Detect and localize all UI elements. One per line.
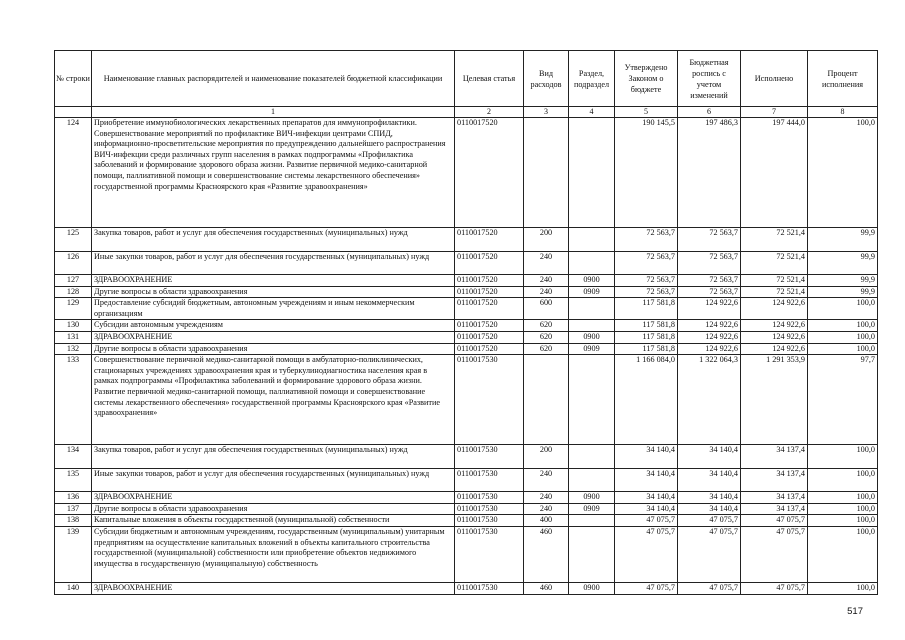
target-article: 0110017530 <box>455 445 524 469</box>
schedule-amount: 124 922,6 <box>678 320 741 332</box>
executed-amount: 34 137,4 <box>741 445 808 469</box>
expense-type: 620 <box>524 343 569 355</box>
header-percent: Процент исполнения <box>808 51 878 107</box>
section-code: 0909 <box>569 286 615 298</box>
schedule-amount: 47 075,7 <box>678 526 741 582</box>
target-article: 0110017520 <box>455 228 524 252</box>
approved-amount: 47 075,7 <box>615 515 678 527</box>
row-name: Иные закупки товаров, работ и услуг для обеспечения государственных (муниципальных) нужд <box>92 252 455 275</box>
executed-amount: 72 521,4 <box>741 252 808 275</box>
executed-amount: 72 521,4 <box>741 275 808 287</box>
schedule-amount: 124 922,6 <box>678 331 741 343</box>
executed-amount: 124 922,6 <box>741 343 808 355</box>
section-code: 0900 <box>569 492 615 504</box>
schedule-amount: 124 922,6 <box>678 298 741 320</box>
section-code <box>569 228 615 252</box>
target-article: 0110017530 <box>455 515 524 527</box>
section-code <box>569 252 615 275</box>
column-number: 3 <box>524 107 569 118</box>
row-name: Другие вопросы в области здравоохранения <box>92 286 455 298</box>
execution-percent: 100,0 <box>808 298 878 320</box>
row-name: Иные закупки товаров, работ и услуг для обеспечения государственных (муниципальных) нужд <box>92 469 455 492</box>
row-number: 132 <box>55 343 92 355</box>
table-row <box>55 252 878 275</box>
expense-type: 200 <box>524 228 569 252</box>
row-name: Приобретение иммунобиологических лекарственных препаратов для иммунопрофилактики. Совершенствование мероприятий по профилактике ВИЧ-инфекции центрами СПИД, информационно-просветительские мероприятия по предупреждению дальнейшего распространения ВИЧ-инфекции среди различных групп населения в рамках подпрограммы «Профилактика заболеваний и формирование здорового образа жизни. Развитие первичной медико-санитарной помощи, паллиативной помощи и совершенствование системы лекарственного обеспечения» государственной программы Красноярского края «Развитие здравоохранения» <box>92 118 455 228</box>
target-article: 0110017520 <box>455 298 524 320</box>
expense-type: 460 <box>524 526 569 582</box>
target-article: 0110017520 <box>455 252 524 275</box>
execution-percent: 100,0 <box>808 582 878 594</box>
expense-type: 240 <box>524 503 569 515</box>
table-row <box>55 343 878 355</box>
target-article: 0110017520 <box>455 320 524 332</box>
table-body <box>55 118 878 595</box>
header-name: Наименование главных распорядителей и наименование показателей бюджетной классификации <box>92 51 455 107</box>
executed-amount: 124 922,6 <box>741 331 808 343</box>
section-code <box>569 298 615 320</box>
row-name: Закупка товаров, работ и услуг для обеспечения государственных (муниципальных) нужд <box>92 228 455 252</box>
section-code <box>569 469 615 492</box>
section-code: 0909 <box>569 343 615 355</box>
row-number: 130 <box>55 320 92 332</box>
row-number: 140 <box>55 582 92 594</box>
execution-percent: 100,0 <box>808 469 878 492</box>
executed-amount: 124 922,6 <box>741 298 808 320</box>
approved-amount: 117 581,8 <box>615 331 678 343</box>
expense-type: 240 <box>524 469 569 492</box>
row-number: 133 <box>55 355 92 445</box>
execution-percent: 100,0 <box>808 515 878 527</box>
header-approved: Утверждено Законом о бюджете <box>615 51 678 107</box>
table-row <box>55 469 878 492</box>
executed-amount: 34 137,4 <box>741 469 808 492</box>
target-article: 0110017530 <box>455 503 524 515</box>
approved-amount: 34 140,4 <box>615 445 678 469</box>
expense-type: 240 <box>524 286 569 298</box>
target-article: 0110017520 <box>455 331 524 343</box>
table-row <box>55 526 878 582</box>
target-article: 0110017530 <box>455 355 524 445</box>
table-row <box>55 582 878 594</box>
executed-amount: 197 444,0 <box>741 118 808 228</box>
execution-percent: 100,0 <box>808 320 878 332</box>
executed-amount: 47 075,7 <box>741 526 808 582</box>
header-budget-schedule: Бюджетная роспись с учетом изменений <box>678 51 741 107</box>
expense-type: 460 <box>524 582 569 594</box>
row-number: 131 <box>55 331 92 343</box>
table-row <box>55 492 878 504</box>
execution-percent: 100,0 <box>808 526 878 582</box>
row-number: 134 <box>55 445 92 469</box>
table-row <box>55 355 878 445</box>
execution-percent: 97,7 <box>808 355 878 445</box>
executed-amount: 124 922,6 <box>741 320 808 332</box>
row-name: ЗДРАВООХРАНЕНИЕ <box>92 582 455 594</box>
section-code <box>569 118 615 228</box>
row-name: Субсидии бюджетным и автономным учреждениям, государственным (муниципальным) унитарным предприятиям на осуществление капитальных вложений в объекты капитального строительства государственной (муниципальной) собственности или приобретение объектов недвижимого имущества в государственную (муниципальную) собственность <box>92 526 455 582</box>
schedule-amount: 47 075,7 <box>678 582 741 594</box>
approved-amount: 72 563,7 <box>615 275 678 287</box>
approved-amount: 117 581,8 <box>615 343 678 355</box>
table-row <box>55 118 878 228</box>
table-row <box>55 286 878 298</box>
header-expense-type: Вид расходов <box>524 51 569 107</box>
row-name: Субсидии автономным учреждениям <box>92 320 455 332</box>
column-number: 5 <box>615 107 678 118</box>
schedule-amount: 34 140,4 <box>678 503 741 515</box>
page-number: 517 <box>847 606 863 617</box>
target-article: 0110017530 <box>455 582 524 594</box>
section-code <box>569 320 615 332</box>
row-name: Предоставление субсидий бюджетным, автономным учреждениям и иным некоммерческим организациям <box>92 298 455 320</box>
table-row <box>55 445 878 469</box>
expense-type: 400 <box>524 515 569 527</box>
schedule-amount: 72 563,7 <box>678 252 741 275</box>
table-row <box>55 298 878 320</box>
execution-percent: 100,0 <box>808 445 878 469</box>
column-number: 6 <box>678 107 741 118</box>
section-code: 0909 <box>569 503 615 515</box>
executed-amount: 47 075,7 <box>741 582 808 594</box>
column-number: 4 <box>569 107 615 118</box>
row-name: Совершенствование первичной медико-санитарной помощи в амбулаторно-поликлинических, стационарных учреждениях здравоохранения края и туберкулинодиагностика населения края в рамках подпрограммы «Профилактика заболеваний и формирование здорового образа жизни. Развитие первичной медико-санитарной помощи, паллиативной помощи и совершенствование системы лекарственного обеспечения» государственной программы Красноярского края «Развитие здравоохранения» <box>92 355 455 445</box>
approved-amount: 117 581,8 <box>615 298 678 320</box>
target-article: 0110017520 <box>455 286 524 298</box>
row-number: 139 <box>55 526 92 582</box>
row-number: 137 <box>55 503 92 515</box>
column-number: 1 <box>92 107 455 118</box>
schedule-amount: 34 140,4 <box>678 445 741 469</box>
table-row <box>55 503 878 515</box>
row-number: 127 <box>55 275 92 287</box>
execution-percent: 100,0 <box>808 331 878 343</box>
row-name: ЗДРАВООХРАНЕНИЕ <box>92 275 455 287</box>
row-number: 138 <box>55 515 92 527</box>
row-name: Другие вопросы в области здравоохранения <box>92 503 455 515</box>
row-name: ЗДРАВООХРАНЕНИЕ <box>92 331 455 343</box>
row-name: ЗДРАВООХРАНЕНИЕ <box>92 492 455 504</box>
table-row <box>55 275 878 287</box>
row-number: 136 <box>55 492 92 504</box>
approved-amount: 1 166 084,0 <box>615 355 678 445</box>
target-article: 0110017530 <box>455 469 524 492</box>
execution-percent: 99,9 <box>808 228 878 252</box>
row-number: 129 <box>55 298 92 320</box>
approved-amount: 47 075,7 <box>615 526 678 582</box>
expense-type: 200 <box>524 445 569 469</box>
execution-percent: 99,9 <box>808 286 878 298</box>
expense-type: 240 <box>524 275 569 287</box>
row-number: 125 <box>55 228 92 252</box>
column-number: 7 <box>741 107 808 118</box>
approved-amount: 72 563,7 <box>615 252 678 275</box>
header-executed: Исполнено <box>741 51 808 107</box>
section-code <box>569 515 615 527</box>
schedule-amount: 47 075,7 <box>678 515 741 527</box>
executed-amount: 72 521,4 <box>741 228 808 252</box>
target-article: 0110017520 <box>455 275 524 287</box>
expense-type: 240 <box>524 252 569 275</box>
execution-percent: 100,0 <box>808 503 878 515</box>
row-number: 135 <box>55 469 92 492</box>
row-name: Закупка товаров, работ и услуг для обеспечения государственных (муниципальных) нужд <box>92 445 455 469</box>
schedule-amount: 1 322 064,3 <box>678 355 741 445</box>
schedule-amount: 72 563,7 <box>678 286 741 298</box>
section-code <box>569 445 615 469</box>
executed-amount: 34 137,4 <box>741 503 808 515</box>
target-article: 0110017520 <box>455 118 524 228</box>
expense-type: 620 <box>524 331 569 343</box>
schedule-amount: 72 563,7 <box>678 228 741 252</box>
approved-amount: 34 140,4 <box>615 503 678 515</box>
schedule-amount: 34 140,4 <box>678 469 741 492</box>
approved-amount: 34 140,4 <box>615 492 678 504</box>
approved-amount: 117 581,8 <box>615 320 678 332</box>
execution-percent: 99,9 <box>808 252 878 275</box>
expense-type <box>524 355 569 445</box>
budget-table <box>54 50 878 595</box>
approved-amount: 34 140,4 <box>615 469 678 492</box>
executed-amount: 1 291 353,9 <box>741 355 808 445</box>
table-row <box>55 228 878 252</box>
header-section: Раздел, подраздел <box>569 51 615 107</box>
approved-amount: 72 563,7 <box>615 286 678 298</box>
schedule-amount: 124 922,6 <box>678 343 741 355</box>
header-row <box>55 51 878 107</box>
row-name: Капитальные вложения в объекты государственной (муниципальной) собственности <box>92 515 455 527</box>
executed-amount: 47 075,7 <box>741 515 808 527</box>
executed-amount: 72 521,4 <box>741 286 808 298</box>
table-row <box>55 331 878 343</box>
row-number: 128 <box>55 286 92 298</box>
section-code: 0900 <box>569 331 615 343</box>
expense-type <box>524 118 569 228</box>
schedule-amount: 34 140,4 <box>678 492 741 504</box>
execution-percent: 100,0 <box>808 118 878 228</box>
approved-amount: 190 145,5 <box>615 118 678 228</box>
table-row <box>55 515 878 527</box>
section-code: 0900 <box>569 275 615 287</box>
header-row-number: № строки <box>55 51 92 107</box>
row-number: 126 <box>55 252 92 275</box>
column-number: 8 <box>808 107 878 118</box>
row-number: 124 <box>55 118 92 228</box>
expense-type: 240 <box>524 492 569 504</box>
target-article: 0110017530 <box>455 526 524 582</box>
expense-type: 620 <box>524 320 569 332</box>
section-code <box>569 526 615 582</box>
section-code <box>569 355 615 445</box>
target-article: 0110017530 <box>455 492 524 504</box>
approved-amount: 47 075,7 <box>615 582 678 594</box>
approved-amount: 72 563,7 <box>615 228 678 252</box>
executed-amount: 34 137,4 <box>741 492 808 504</box>
header-target-article: Целевая статья <box>455 51 524 107</box>
table-row <box>55 320 878 332</box>
column-number-empty <box>55 107 92 118</box>
column-number-row <box>55 107 878 118</box>
schedule-amount: 72 563,7 <box>678 275 741 287</box>
row-name: Другие вопросы в области здравоохранения <box>92 343 455 355</box>
expense-type: 600 <box>524 298 569 320</box>
execution-percent: 100,0 <box>808 492 878 504</box>
column-number: 2 <box>455 107 524 118</box>
target-article: 0110017520 <box>455 343 524 355</box>
execution-percent: 99,9 <box>808 275 878 287</box>
section-code: 0900 <box>569 582 615 594</box>
schedule-amount: 197 486,3 <box>678 118 741 228</box>
execution-percent: 100,0 <box>808 343 878 355</box>
